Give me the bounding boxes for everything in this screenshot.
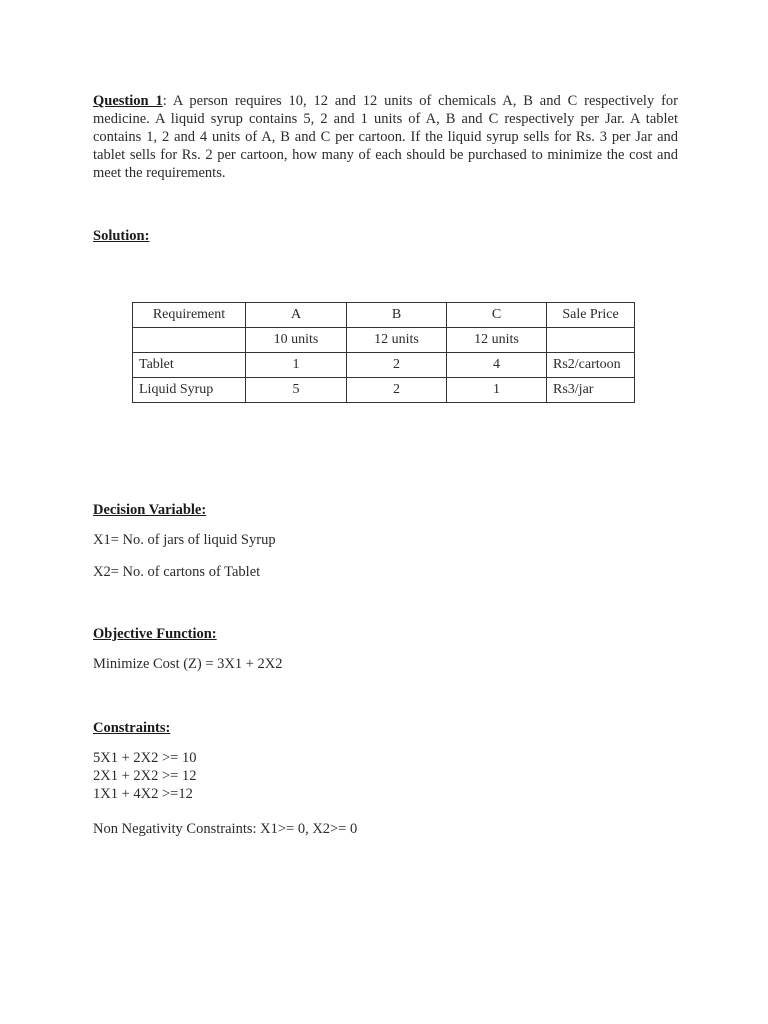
header-cell: C <box>447 303 547 328</box>
header-cell: A <box>246 303 347 328</box>
table-cell: 1 <box>447 378 547 403</box>
table-cell: Rs2/cartoon <box>547 353 635 378</box>
table-header-row <box>133 303 635 328</box>
header-cell: B <box>347 303 447 328</box>
decision-variable-x2: X2= No. of cartons of Tablet <box>93 564 261 580</box>
table-cell <box>133 328 246 353</box>
table-cell: Rs3/jar <box>547 378 635 403</box>
table-cell: Liquid Syrup <box>133 378 246 403</box>
question-paragraph <box>93 92 678 182</box>
table-units-row <box>133 328 635 353</box>
table-row <box>133 378 635 403</box>
decision-variable-heading: Decision Variable: <box>93 502 207 518</box>
header-cell: Sale Price <box>547 303 635 328</box>
constraints-heading: Constraints: <box>93 720 171 736</box>
requirements-table <box>132 302 635 403</box>
constraint-line: 5X1 + 2X2 >= 10 <box>93 750 197 766</box>
constraint-line: 2X1 + 2X2 >= 12 <box>93 768 197 784</box>
table-cell: 1 <box>246 353 347 378</box>
non-negativity-constraints: Non Negativity Constraints: X1>= 0, X2>= 0 <box>93 821 358 837</box>
objective-function-text: Minimize Cost (Z) = 3X1 + 2X2 <box>93 656 283 672</box>
table-cell: 2 <box>347 353 447 378</box>
decision-variable-x1: X1= No. of jars of liquid Syrup <box>93 532 276 548</box>
table-cell: 12 units <box>347 328 447 353</box>
table-row <box>133 353 635 378</box>
table-cell: Tablet <box>133 353 246 378</box>
constraint-line: 1X1 + 4X2 >=12 <box>93 786 193 802</box>
table-cell: 5 <box>246 378 347 403</box>
header-cell: Requirement <box>133 303 246 328</box>
table-cell <box>547 328 635 353</box>
table-cell: 4 <box>447 353 547 378</box>
question-label: Question 1 <box>93 93 163 109</box>
table-cell: 12 units <box>447 328 547 353</box>
objective-function-heading: Objective Function: <box>93 626 217 642</box>
table-cell: 10 units <box>246 328 347 353</box>
table-cell: 2 <box>347 378 447 403</box>
question-text: : A person requires 10, 12 and 12 units of chemicals A, B and C respectively for medicine. A liquid syrup contains 5, 2 and 1 units of A, B and C respectively per Jar. A tablet contains 1, 2 and 4 units of A, B and C per cartoon. If the liquid syrup sells for Rs. 3 per Jar and tablet sells for Rs. 2 per cartoon, how many of each should be purchased to minimize the cost and meet the requirements. <box>93 93 678 181</box>
solution-heading: Solution: <box>93 228 150 244</box>
